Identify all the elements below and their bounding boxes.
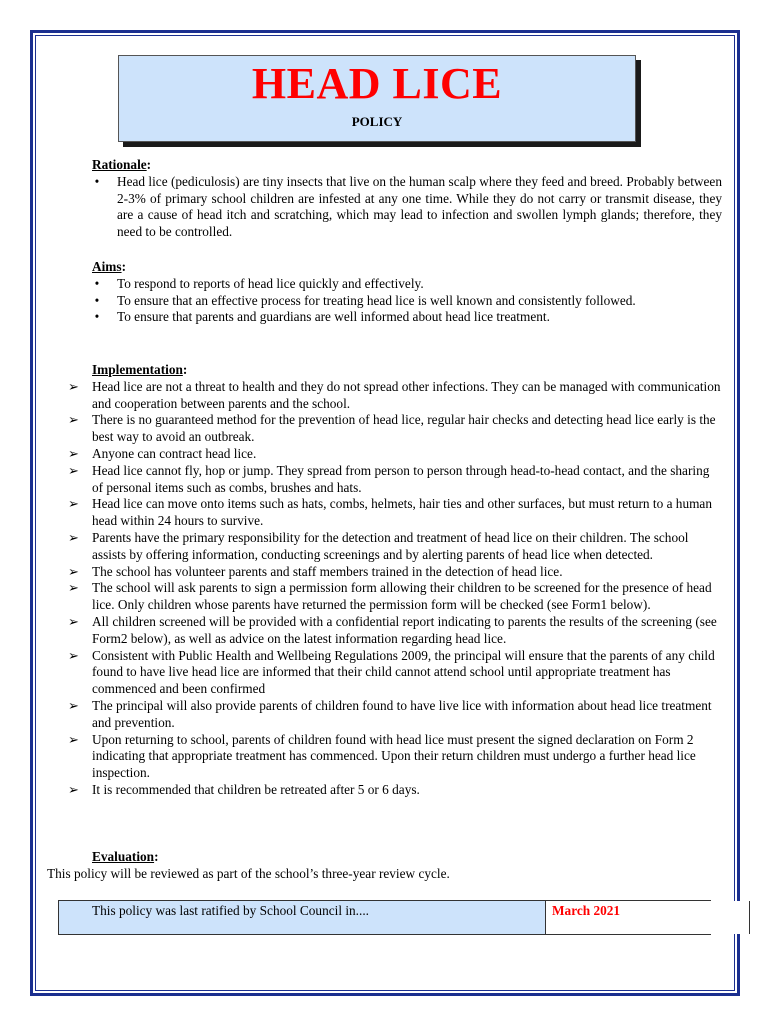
evaluation-heading: Evaluation [92, 849, 155, 864]
implementation-item [68, 463, 722, 497]
aims-section [92, 259, 722, 326]
implementation-heading-line [68, 362, 722, 379]
bullet-icon: • [94, 173, 100, 189]
arrow-bullet-icon: ➢ [68, 529, 79, 545]
evaluation-heading-line [47, 849, 727, 866]
implementation-item-text: All children screened will be provided with a confidential report indicating to parents the results of the screening (see Form2 below), as well as advice on the latest information regarding head lice. [92, 613, 717, 646]
implementation-heading: Implementation [92, 362, 183, 377]
implementation-item-text: The principal will also provide parents of children found to have live lice with information about head lice treatment and prevention. [92, 697, 712, 730]
implementation-list [68, 379, 722, 799]
implementation-item-text: The school has volunteer parents and staff members trained in the detection of head lice. [92, 563, 563, 579]
rationale-item-text: Head lice (pediculosis) are tiny insects that live on the human scalp where they feed and breed. Probably between 2-3% of primary school children are infested at any one time. While they do not carry or transmit disease, they are a cause of head itch and scratching, which may lead to infection and swollen lymph glands; therefore, they need to be controlled. [117, 173, 722, 240]
aims-item [92, 276, 722, 293]
aims-list [92, 276, 722, 326]
rationale-heading-colon: : [146, 157, 152, 172]
bullet-icon: • [94, 292, 100, 308]
page-subtitle: POLICY [351, 114, 403, 129]
evaluation-section [47, 849, 727, 883]
rationale-list [92, 174, 722, 241]
implementation-item [68, 412, 722, 446]
bullet-icon: • [94, 275, 100, 291]
arrow-bullet-icon: ➢ [68, 781, 79, 797]
rationale-heading-line [92, 157, 722, 174]
aims-item [92, 309, 722, 326]
arrow-bullet-icon: ➢ [68, 647, 79, 663]
arrow-bullet-icon: ➢ [68, 496, 79, 512]
rationale-item [92, 174, 722, 241]
arrow-bullet-icon: ➢ [68, 731, 79, 747]
arrow-bullet-icon: ➢ [68, 412, 79, 428]
implementation-item [68, 580, 722, 614]
aims-item [92, 293, 722, 310]
aims-heading-colon: : [121, 259, 126, 274]
aims-item-text: To ensure that an effective process for treating head lice is well known and consistently followed. [117, 292, 636, 308]
implementation-item-text: Head lice cannot fly, hop or jump. They spread from person to person through head-to-head contact, and the sharing of personal items such as combs, brushes and hats. [92, 462, 710, 495]
implementation-section [68, 362, 722, 799]
aims-heading: Aims [92, 259, 122, 274]
implementation-item-text: Parents have the primary responsibility for the detection and treatment of head lice on their children. The school assists by offering information, conducting screenings and by alerting parents of head lice when detected. [92, 529, 689, 562]
ratification-date: March 2021 [545, 901, 750, 934]
ratification-label: This policy was last ratified by School Council in.... [92, 903, 369, 918]
page-title: HEAD LICE [251, 59, 503, 108]
implementation-item [68, 564, 722, 581]
implementation-item [68, 782, 722, 799]
implementation-item-text: Head lice can move onto items such as hats, combs, helmets, hair ties and other surfaces, but must return to a human head within 24 hours to survive. [92, 496, 712, 529]
implementation-item [68, 530, 722, 564]
implementation-item-text: The school will ask parents to sign a permission form allowing their children to be screened for the presence of head lice. Only children whose parents have returned the permission form will be checked (see Form1 below). [92, 580, 712, 613]
arrow-bullet-icon: ➢ [68, 580, 79, 596]
ratification-box [58, 900, 711, 935]
arrow-bullet-icon: ➢ [68, 697, 79, 713]
title-box [118, 55, 636, 142]
implementation-item-text: There is no guaranteed method for the prevention of head lice, regular hair checks and detecting head lice early is the best way to avoid an outbreak. [92, 412, 716, 445]
bullet-icon: • [94, 309, 100, 325]
aims-heading-line [92, 259, 722, 276]
aims-item-text: To ensure that parents and guardians are well informed about head lice treatment. [117, 309, 550, 325]
implementation-item [68, 496, 722, 530]
arrow-bullet-icon: ➢ [68, 378, 79, 394]
arrow-bullet-icon: ➢ [68, 462, 79, 478]
arrow-bullet-icon: ➢ [68, 563, 79, 579]
implementation-heading-colon: : [182, 362, 188, 377]
evaluation-text: This policy will be reviewed as part of the school’s three-year review cycle. [47, 865, 450, 881]
rationale-heading: Rationale [92, 157, 147, 172]
implementation-item [68, 648, 722, 698]
implementation-item-text: It is recommended that children be retreated after 5 or 6 days. [92, 781, 420, 797]
implementation-item [68, 614, 722, 648]
evaluation-heading-colon: : [154, 849, 159, 864]
implementation-item [68, 732, 722, 782]
aims-item-text: To respond to reports of head lice quickly and effectively. [117, 275, 424, 291]
rationale-section [92, 157, 722, 241]
implementation-item [68, 698, 722, 732]
implementation-item-text: Anyone can contract head lice. [92, 445, 257, 461]
arrow-bullet-icon: ➢ [68, 445, 79, 461]
arrow-bullet-icon: ➢ [68, 613, 79, 629]
implementation-item-text: Upon returning to school, parents of children found with head lice must present the signed declaration on Form 2 indicating that appropriate treatment has commenced. Upon their return children must undergo a further head lice inspection. [92, 731, 696, 781]
implementation-item-text: Consistent with Public Health and Wellbeing Regulations 2009, the principal will ensure that the parents of any child found to have live head lice are informed that their child cannot attend school until appropriate treatment has commenced and been confirmed [92, 647, 715, 697]
implementation-item-text: Head lice are not a threat to health and they do not spread other infections. They can be managed with communication and cooperation between parents and the school. [92, 378, 721, 411]
implementation-item [68, 379, 722, 413]
implementation-item [68, 446, 722, 463]
